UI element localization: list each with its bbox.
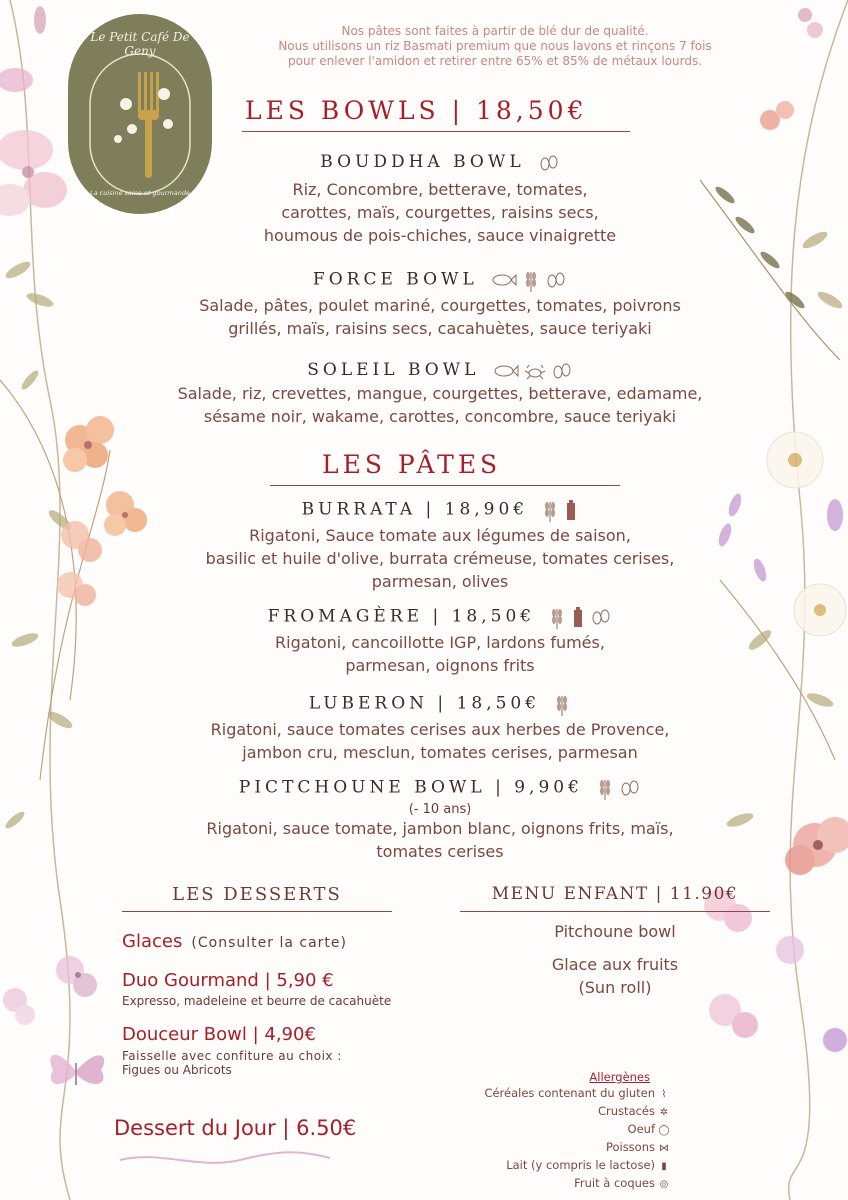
menu-item-luberon — [120, 692, 760, 764]
item-note: (- 10 ans) — [408, 802, 472, 817]
wheat-icon — [553, 692, 571, 716]
item-desc-line: tomates cerises — [376, 842, 504, 861]
item-name: FROMAGÈRE | 18,50€ — [267, 606, 536, 627]
intro-line: pour enlever l'amidon et retirer entre 65% et 85% de métaux lourds. — [287, 54, 703, 68]
item-name: LUBERON | 18,50€ — [308, 693, 541, 714]
allergen-icons — [548, 605, 612, 629]
fish-icon: ⋈ — [659, 1143, 669, 1154]
egg-icon: ◯ — [658, 1125, 670, 1136]
crab-icon — [524, 362, 546, 380]
allergen-icons — [491, 268, 567, 292]
item-desc-line: Salade, riz, crevettes, mangue, courgettes, betterave, edamame, — [177, 384, 703, 404]
menu-enfant-items — [460, 920, 770, 999]
allergen-row — [380, 1157, 670, 1175]
allergen-legend — [380, 1069, 670, 1193]
allergen-icons — [538, 153, 560, 173]
item-desc-line: basilic et huile d'olive, burrata crémeuse, tomates cerises, — [205, 549, 675, 568]
fish-icon — [493, 363, 519, 379]
nuts-icon — [545, 271, 567, 289]
nuts-icon — [551, 362, 573, 380]
item-desc-line: houmous de pois-chiches, sauce vinaigrette — [263, 226, 617, 246]
item-name: BURRATA | 18,90€ — [301, 499, 529, 520]
nuts-icon: ◎ — [659, 1179, 669, 1190]
item-desc-line: Rigatoni, Sauce tomate aux légumes de saison, — [249, 526, 631, 545]
allergen-label: Oeuf — [627, 1122, 655, 1136]
menu-item-bouddha — [150, 152, 730, 247]
section-title-menu-enfant: MENU ENFANT | 11.90€ — [491, 884, 739, 904]
section-title-desserts: LES DESSERTS — [172, 884, 342, 905]
item-desc-line: parmesan, oignons frits — [345, 656, 535, 675]
divider — [270, 485, 620, 486]
allergen-label: Poissons — [605, 1140, 655, 1154]
menu-item-pictchoune — [110, 776, 770, 863]
logo-name: Le Petit Café De Geny — [90, 30, 190, 58]
menu-item-fromagere — [120, 605, 760, 677]
allergen-title-text: Allergènes — [589, 1070, 650, 1084]
allergen-row — [380, 1085, 670, 1103]
allergen-label: Fruit à coques — [574, 1176, 655, 1190]
allergen-label: Céréales contenant du gluten — [484, 1086, 655, 1100]
item-name: PICTCHOUNE BOWL | 9,90€ — [238, 777, 583, 798]
dessert-note: (Consulter la carte) — [191, 935, 347, 951]
logo-tagline: La cuisine saine et gourmande — [90, 189, 190, 197]
intro-line: Nos pâtes sont faites à partir de blé dur de qualité. — [341, 24, 649, 38]
item-desc-line: jambon cru, mesclun, tomates cerises, parmesan — [242, 743, 638, 762]
divider — [122, 911, 392, 912]
item-name: FORCE BOWL — [312, 269, 478, 290]
allergen-label: Crustacés — [598, 1104, 655, 1118]
nuts-icon — [590, 608, 612, 626]
item-desc-line: Rigatoni, sauce tomate, jambon blanc, oignons frits, maïs, — [206, 819, 674, 838]
divider — [242, 131, 630, 132]
menu-item-soleil — [110, 360, 770, 428]
item-name: SOLEIL BOWL — [307, 360, 480, 380]
dessert-desc: Expresso, madeleine et beurre de cacahuète — [122, 994, 392, 1008]
item-name: BOUDDHA BOWL — [320, 152, 525, 172]
dessert-name: Duo Gourmand | 5,90 € — [122, 970, 334, 991]
intro-line: Nous utilisons un riz Basmati premium que nous lavons et rinçons 7 fois — [278, 39, 712, 53]
allergen-row — [380, 1139, 670, 1157]
allergen-icons — [596, 776, 641, 800]
item-desc-line: carottes, maïs, courgettes, raisins secs, — [281, 203, 599, 223]
dessert-desc: Faisselle avec confiture au choix : — [122, 1049, 342, 1063]
allergen-icons — [541, 498, 578, 522]
menu-enfant-item: Glace aux fruits — [551, 955, 679, 974]
dessert-name: Douceur Bowl | 4,90€ — [122, 1024, 316, 1045]
allergen-legend-title — [380, 1069, 670, 1085]
item-desc-line: grillés, maïs, raisins secs, cacahuètes, sauce teriyaki — [228, 319, 652, 338]
dessert-name: Glaces — [122, 931, 183, 952]
dessert-duo — [122, 970, 391, 1008]
item-desc-line: Salade, pâtes, poulet mariné, courgettes, tomates, poivrons — [199, 296, 681, 315]
dessert-desc: Figues ou Abricots — [122, 1063, 232, 1077]
item-desc-line: Rigatoni, sauce tomates cerises aux herbes de Provence, — [210, 720, 670, 739]
menu-item-burrata — [120, 498, 760, 593]
fish-icon — [491, 272, 517, 288]
wheat-icon: ⌇ — [661, 1089, 667, 1100]
allergen-icons — [553, 692, 571, 716]
menu-enfant-item: Pitchoune bowl — [554, 922, 676, 941]
menu-item-force — [110, 268, 770, 340]
menu-enfant-item: (Sun roll) — [578, 978, 652, 997]
nuts-icon — [619, 779, 641, 797]
intro-text — [230, 24, 760, 69]
divider — [460, 911, 770, 912]
milk-icon — [571, 606, 585, 628]
wheat-icon — [522, 268, 540, 292]
allergen-icons — [493, 361, 573, 381]
wheat-icon — [596, 776, 614, 800]
item-desc-line: Rigatoni, cancoillotte IGP, lardons fumés, — [275, 633, 605, 652]
item-desc-line: Riz, Concombre, betterave, tomates, — [292, 180, 588, 200]
crab-icon: ✲ — [659, 1107, 669, 1118]
milk-icon — [564, 499, 578, 521]
allergen-row — [380, 1103, 670, 1121]
allergen-row — [380, 1175, 670, 1193]
allergen-label: Lait (y compris le lactose) — [506, 1158, 655, 1172]
item-desc-line: parmesan, olives — [371, 572, 509, 591]
dessert-douceur — [122, 1024, 342, 1077]
wheat-icon — [541, 498, 559, 522]
wheat-icon — [548, 605, 566, 629]
dessert-glaces — [122, 931, 347, 952]
dessert-du-jour: Dessert du Jour | 6.50€ — [114, 1116, 357, 1140]
section-title-bowls: LES BOWLS | 18,50€ — [245, 96, 588, 125]
item-desc-line: sésame noir, wakame, carottes, concombre, sauce teriyaki — [203, 407, 677, 427]
section-title-pates: LES PÂTES — [322, 450, 502, 479]
allergen-row — [380, 1121, 670, 1139]
nuts-icon — [538, 154, 560, 172]
milk-icon: ▮ — [661, 1161, 667, 1172]
